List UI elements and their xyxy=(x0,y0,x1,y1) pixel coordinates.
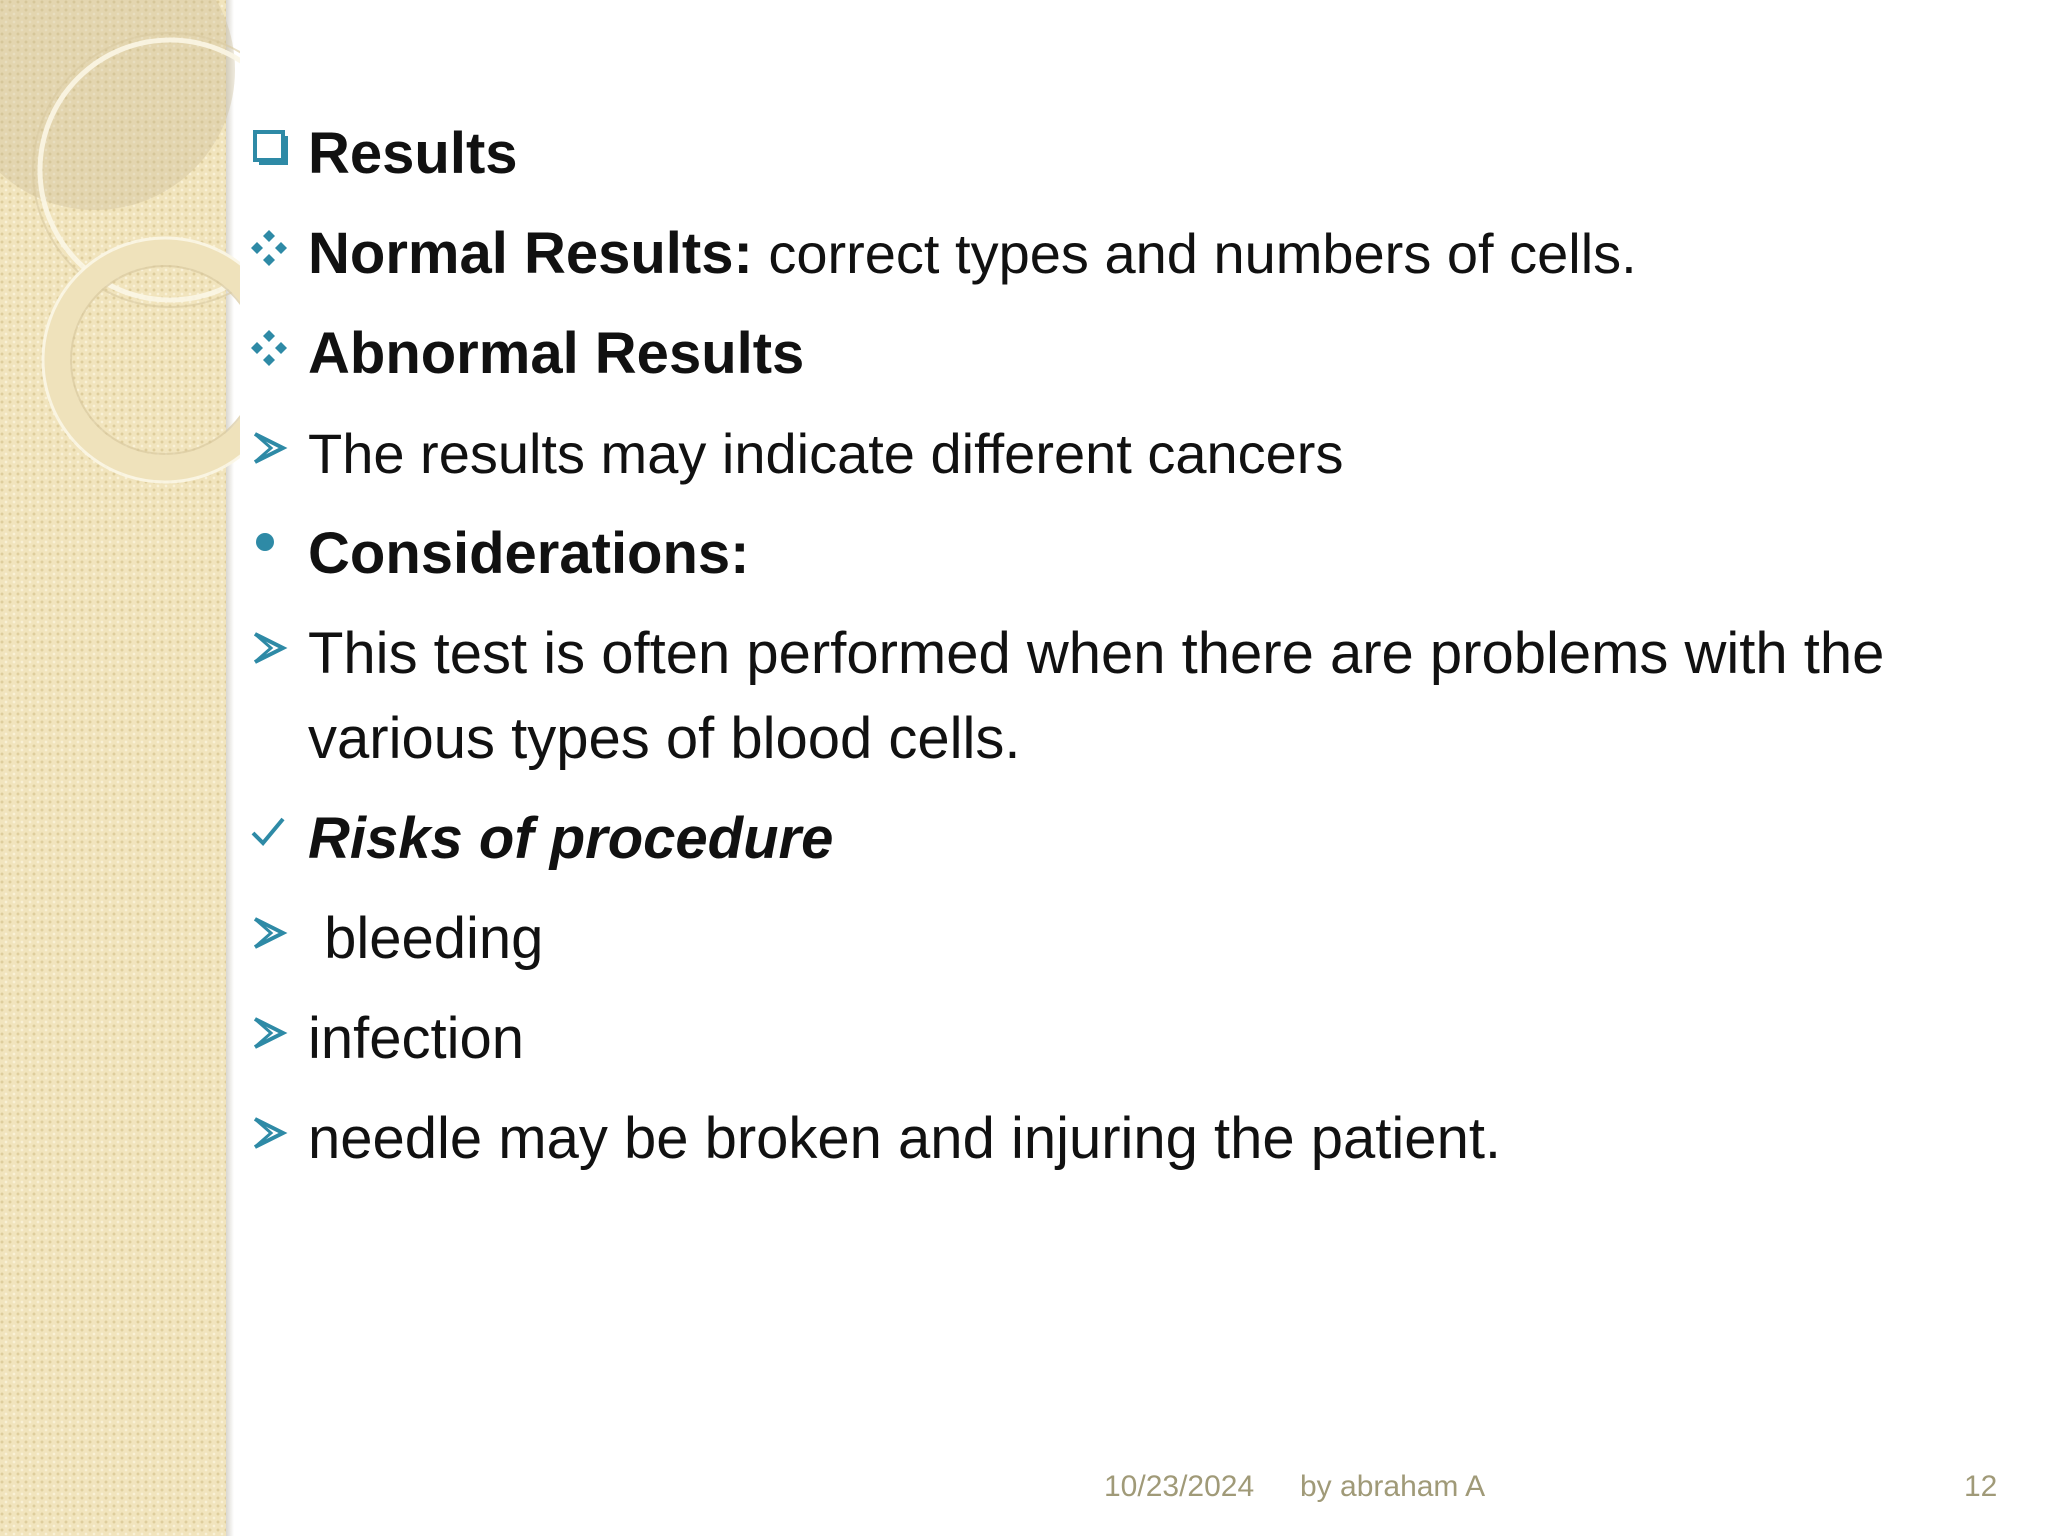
arrowhead-icon xyxy=(246,997,292,1081)
four-diamond-icon xyxy=(246,212,292,296)
decorative-rings xyxy=(0,0,240,520)
bullet-list xyxy=(246,112,2006,1197)
item-body-text: The results may indicate different cancers xyxy=(308,422,1344,485)
item-body-text: needle may be broken and injuring the patient. xyxy=(308,1106,1502,1171)
list-item-results xyxy=(246,112,2006,197)
list-item-test-performed xyxy=(246,612,2006,782)
item-lead-text: Abnormal Results xyxy=(308,321,805,386)
hollow-square-icon xyxy=(246,112,292,196)
arrowhead-icon xyxy=(246,612,292,696)
dot-icon xyxy=(246,512,292,596)
check-icon xyxy=(246,797,292,881)
list-item-needle xyxy=(246,1097,2006,1182)
footer-date: 10/23/2024 xyxy=(1104,1470,1255,1503)
item-body-text: bleeding xyxy=(308,906,544,971)
item-body-text: infection xyxy=(308,1006,525,1071)
item-lead-text: Considerations: xyxy=(308,521,750,586)
footer-page-number: 12 xyxy=(1964,1470,1998,1503)
list-item-cancers xyxy=(246,412,2006,497)
four-diamond-icon xyxy=(246,312,292,396)
item-lead-text: Normal Results: xyxy=(308,221,753,286)
list-item-considerations xyxy=(246,512,2006,597)
list-item-infection xyxy=(246,997,2006,1082)
item-lead-text: Risks of procedure xyxy=(308,806,834,871)
item-body-text: This test is often performed when there are problems with the various types of blood cells. xyxy=(308,621,1885,771)
item-lead-text: Results xyxy=(308,121,518,186)
item-body-text: correct types and numbers of cells. xyxy=(752,222,1637,285)
arrowhead-icon xyxy=(246,897,292,981)
footer-author: by abraham A xyxy=(1300,1470,1486,1503)
list-item-normal-results xyxy=(246,212,2006,297)
arrowhead-icon xyxy=(246,1097,292,1181)
list-item-bleeding xyxy=(246,897,2006,982)
list-item-risks xyxy=(246,797,2006,882)
list-item-abnormal-results xyxy=(246,312,2006,397)
arrowhead-icon xyxy=(246,412,292,496)
